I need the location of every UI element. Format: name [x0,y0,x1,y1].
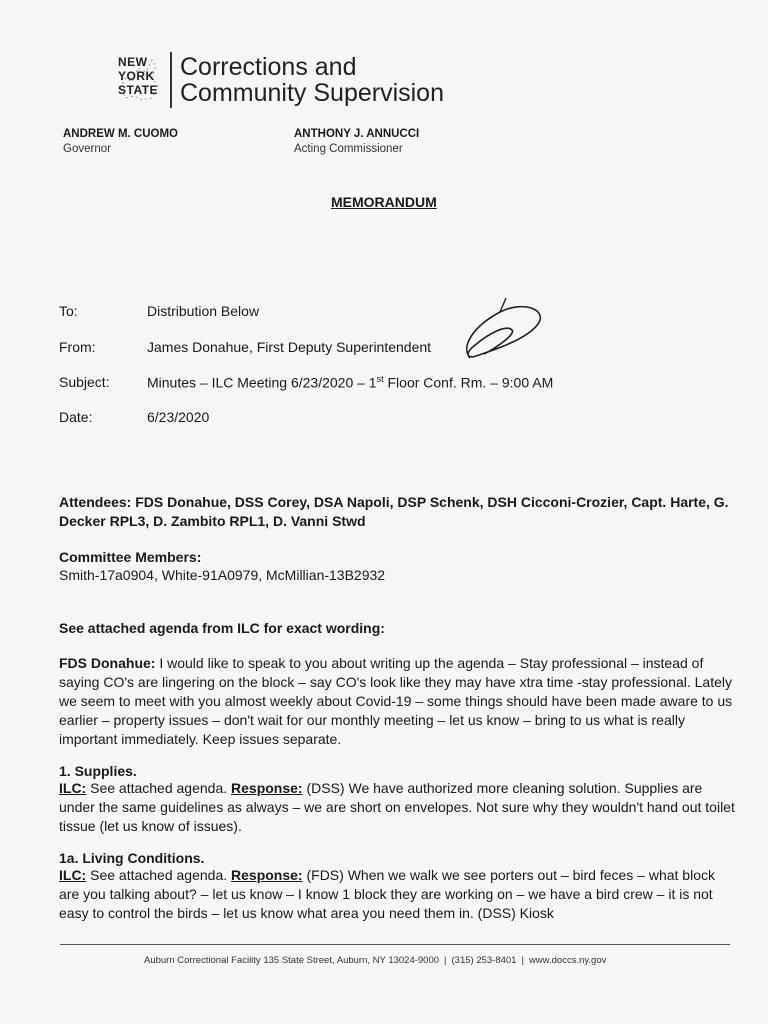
letterhead-divider [170,52,172,108]
committee-members: Smith-17a0904, White-91A0979, McMillian-13B2932 [59,567,386,583]
footer-rule [60,944,730,945]
state-line-state: STATE [118,83,159,97]
committee-label: Committee Members: [59,549,202,565]
date-label: Date: [59,409,93,425]
from-value: James Donahue, First Deputy Superintendent [147,339,432,355]
footer-phone: (315) 253-8401 [451,955,517,966]
to-label: To: [59,303,78,319]
state-line-york: YORK [118,69,155,83]
agency-name-line1: Corrections and [180,53,357,81]
memo-title: MEMORANDUM [331,194,437,210]
agenda-note: See attached agenda from ILC for exact wording: [59,620,385,636]
date-value: 6/23/2020 [147,409,210,425]
agency-name-line2: Community Supervision [180,79,444,107]
subject-value: Minutes – ILC Meeting 6/23/2020 – 1st Floor Conf. Rm. – 9:00 AM [147,374,554,391]
commissioner-title: Acting Commissioner [294,143,403,155]
footer: Auburn Correctional Facility 135 State Street, Auburn, NY 13024-9000 | (315) 253-8401 | www.doccs.ny.gov [144,955,607,966]
governor-name: ANDREW M. CUOMO [63,128,178,140]
section-supplies-text: ILC: See attached agenda. Response: (DSS) We have authorized more cleaning solution. Supplies are under the same guidelines as always – we are short on envelopes. Not sure why they wouldn't hand out toilet tissue (let us know of issues). [59,780,735,834]
to-value: Distribution Below [147,303,260,319]
section-supplies-heading: 1. Supplies. [59,763,137,779]
section-living-text: ILC: See attached agenda. Response: (FDS) When we walk we see porters out – bird feces – what block are you talking about? – let us know – I know 1 block they are working on – we have a bird crew – it is not easy to control the birds – let us know what area you need them in. (DSS) Kiosk [59,867,715,921]
from-label: From: [59,339,96,355]
state-line-new: NEW [118,55,148,69]
governor-title: Governor [63,143,111,155]
subject-label: Subject: [59,374,110,390]
commissioner-name: ANTHONY J. ANNUCCI [294,128,420,140]
section-living-heading: 1a. Living Conditions. [59,850,205,866]
attendees-paragraph: Attendees: FDS Donahue, DSS Corey, DSA Napoli, DSP Schenk, DSH Cicconi-Crozier, Capt. Harte, G. Decker RPL3, D. Zambito RPL1, D. Vanni Stwd [59,494,729,529]
fds-paragraph: FDS Donahue: I would like to speak to you about writing up the agenda – Stay professional – instead of saying CO's are lingering on the block – say CO's look like they may have xtra time -stay professional. Lately we seem to meet with you almost weekly about Covid-19 – some things should have been made aware to us earlier – property issues – don't wait for our monthly meeting – let us know – bring to us what is really important immediately. Keep issues separate. [59,655,733,747]
footer-website: www.doccs.ny.gov [528,955,607,966]
footer-address: Auburn Correctional Facility 135 State Street, Auburn, NY 13024-9000 [144,955,440,966]
handwritten-signature-icon [440,296,550,368]
